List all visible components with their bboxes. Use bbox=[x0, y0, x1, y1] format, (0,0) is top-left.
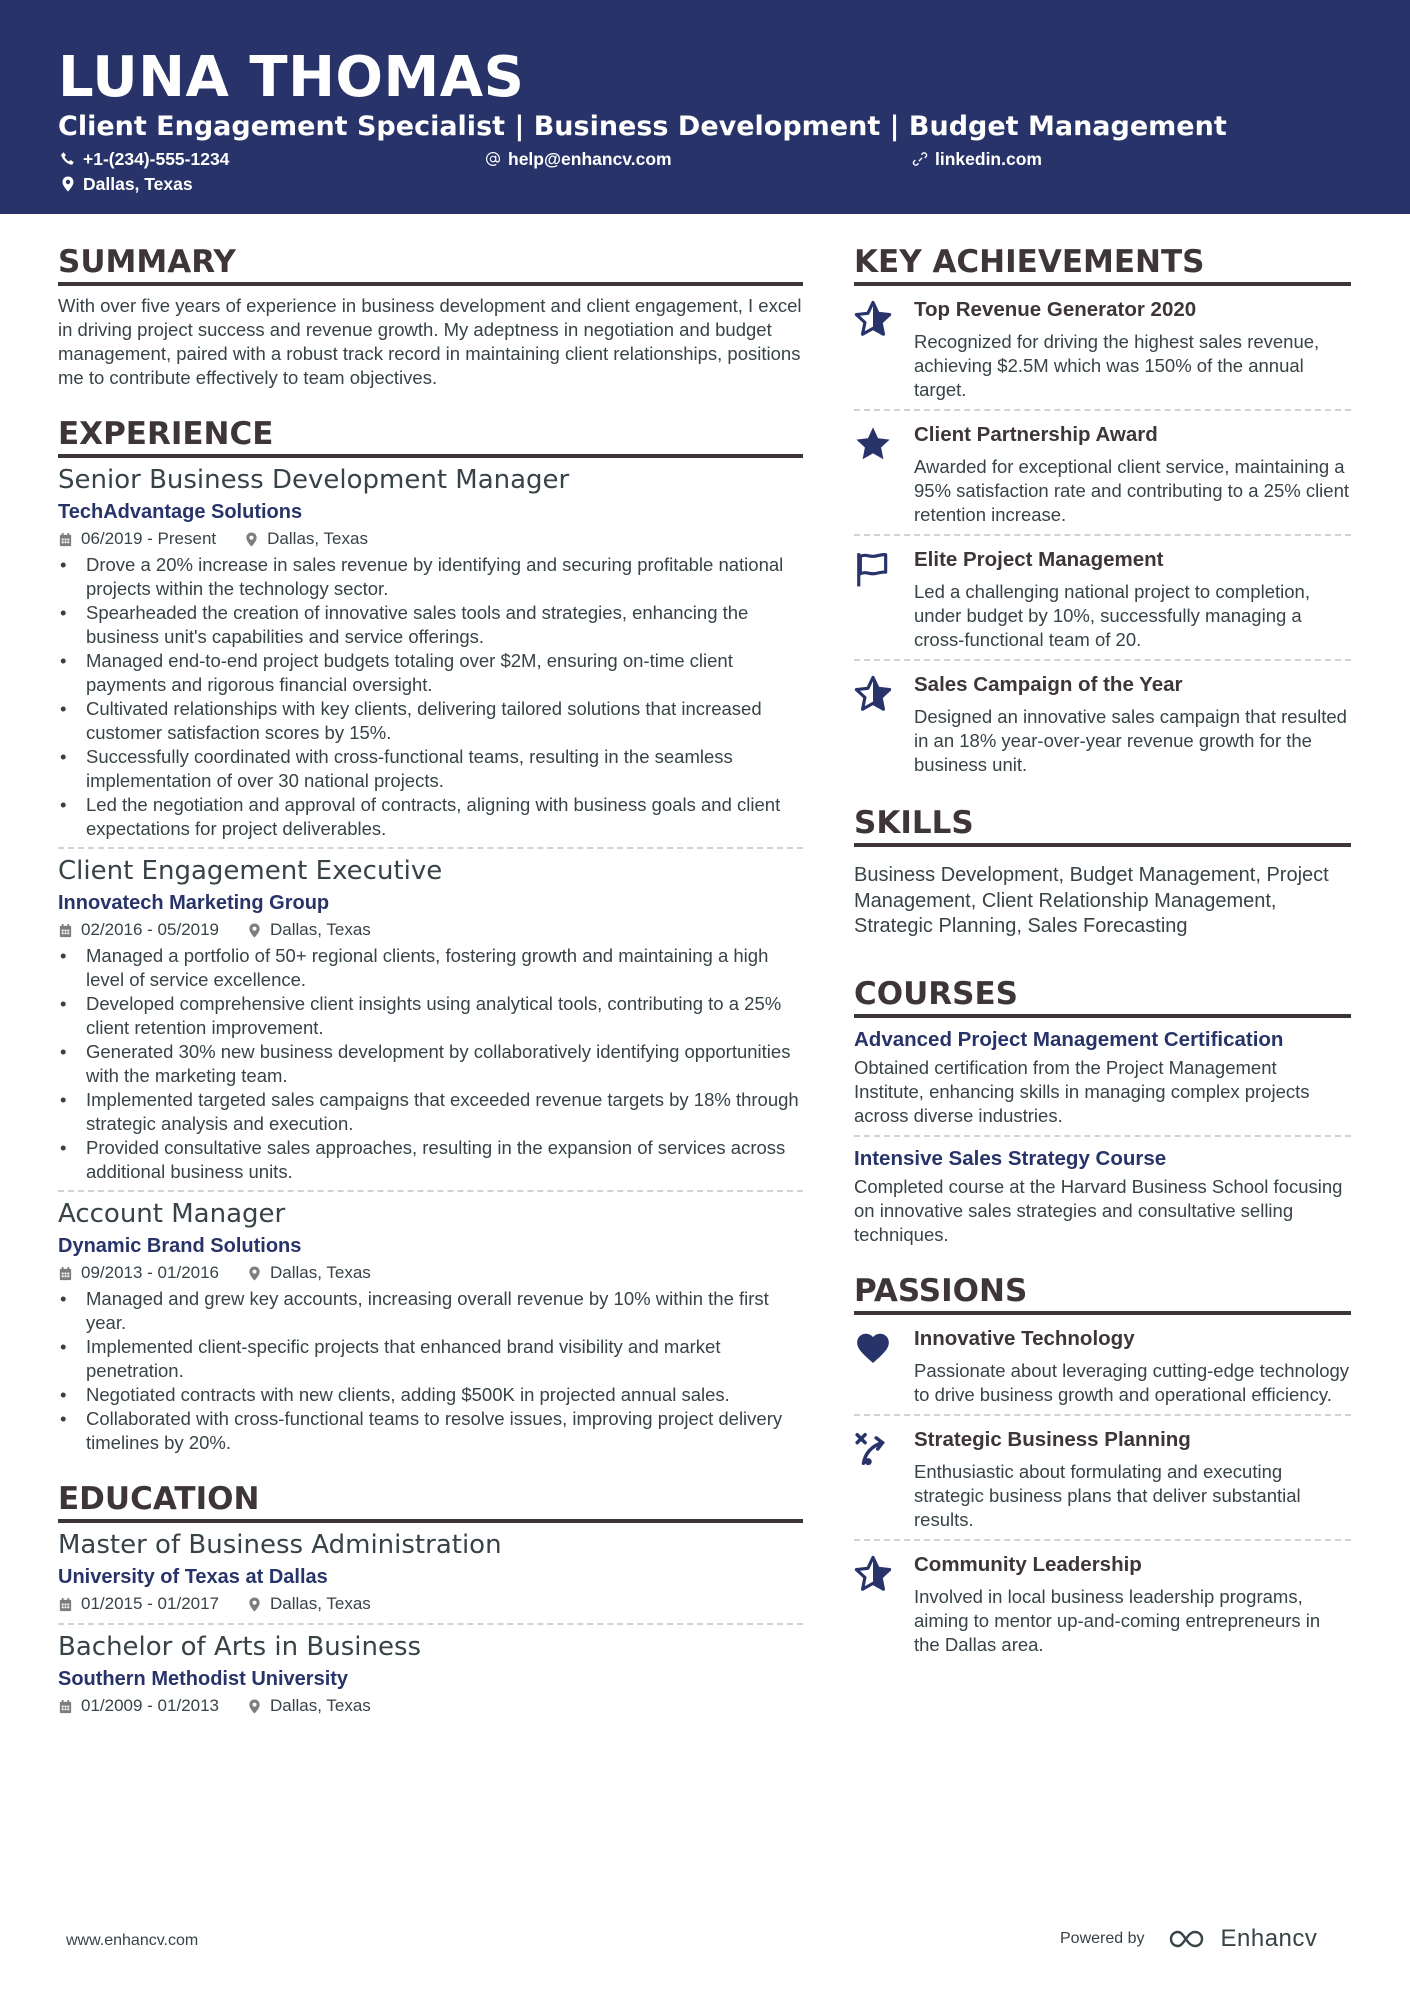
achievement-title: Elite Project Management bbox=[914, 548, 1164, 571]
experience-entry bbox=[58, 855, 803, 1184]
linkedin-text: linkedin.com bbox=[935, 149, 1042, 169]
achievement-desc: Designed an innovative sales campaign that resulted in an 18% year-over-year revenue growth for the business unit. bbox=[914, 706, 1347, 775]
passion-desc: Enthusiastic about formulating and executing strategic business plans that deliver substantial results. bbox=[914, 1460, 1301, 1530]
email-text: help@enhancv.com bbox=[508, 149, 672, 169]
passion-title: Strategic Business Planning bbox=[914, 1427, 1191, 1451]
education-meta bbox=[58, 1593, 803, 1615]
education-location bbox=[247, 1593, 371, 1615]
passion-desc: Passionate about leveraging cutting-edge technology to drive business growth and operational efficiency. bbox=[914, 1359, 1350, 1405]
course-desc: Obtained certification from the Project Management Institute, enhancing skills in managing complex projects across diverse industries. bbox=[854, 1056, 1310, 1126]
bullet-item: • Implemented targeted sales campaigns that exceeded revenue targets by 18% through strategic analysis and execution. bbox=[58, 1088, 803, 1136]
achievement-desc: Awarded for exceptional client service, maintaining a 95% satisfaction rate and contributing to a 25% client retention increase. bbox=[914, 456, 1350, 525]
enhancv-logo-icon bbox=[1167, 1927, 1213, 1951]
location-text: Dallas, Texas bbox=[83, 174, 193, 194]
location-pin-icon bbox=[247, 1266, 262, 1281]
bullet-item: • Collaborated with cross-functional teams to resolve issues, improving project delivery timelines by 20%. bbox=[58, 1407, 803, 1455]
job-meta bbox=[58, 1262, 803, 1284]
strategy-icon bbox=[854, 1430, 892, 1468]
education-dates: 01/2009 - 01/2013 bbox=[81, 1696, 220, 1715]
job-bullets bbox=[58, 1287, 803, 1455]
job-title: Account Manager bbox=[58, 1199, 286, 1229]
education-location bbox=[247, 1695, 371, 1717]
passions-heading: PASSIONS bbox=[854, 1273, 1351, 1315]
calendar-icon bbox=[58, 1266, 73, 1281]
education-heading: EDUCATION bbox=[58, 1481, 803, 1523]
achievement-item bbox=[854, 421, 1351, 527]
calendar-icon bbox=[58, 532, 73, 547]
calendar-icon bbox=[58, 1597, 73, 1612]
bullet-item: • Successfully coordinated with cross-functional teams, resulting in the seamless implementation of over 30 national projects. bbox=[58, 745, 803, 793]
company-name: Innovatech Marketing Group bbox=[58, 892, 330, 914]
skills-text: Business Development, Budget Management, Project Management, Client Relationship Management, Strategic Planning, Sales Forecasting bbox=[854, 864, 1329, 937]
job-dates: 02/2016 - 05/2019 bbox=[81, 920, 220, 939]
location-pin-icon bbox=[247, 1699, 262, 1714]
bullet-item: • Cultivated relationships with key clients, delivering tailored solutions that increased customer satisfaction scores by 15%. bbox=[58, 697, 803, 745]
courses-heading: COURSES bbox=[854, 976, 1351, 1018]
divider bbox=[854, 1414, 1351, 1416]
education-location-text: Dallas, Texas bbox=[270, 1594, 371, 1613]
education-entry bbox=[58, 1529, 803, 1615]
location-pin-icon bbox=[247, 923, 262, 938]
job-meta bbox=[58, 528, 803, 550]
passion-item bbox=[854, 1426, 1351, 1532]
bullet-item: • Led the negotiation and approval of contracts, aligning with business goals and client expectations for project deliverables. bbox=[58, 793, 803, 841]
divider bbox=[854, 1539, 1351, 1541]
bullet-item: • Managed a portfolio of 50+ regional clients, fostering growth and maintaining a high level of service excellence. bbox=[58, 944, 803, 992]
job-location bbox=[247, 1262, 371, 1284]
job-dates: 09/2013 - 01/2016 bbox=[81, 1263, 220, 1282]
achievement-title: Top Revenue Generator 2020 bbox=[914, 298, 1197, 321]
achievement-item bbox=[854, 296, 1351, 402]
enhancv-brand-text: Enhancv bbox=[1220, 1925, 1318, 1952]
divider bbox=[58, 1190, 803, 1192]
bullet-item: • Managed end-to-end project budgets totaling over $2M, ensuring on-time client payments and rigorous financial oversight. bbox=[58, 649, 803, 697]
divider bbox=[58, 847, 803, 849]
star-outline-icon bbox=[854, 1555, 892, 1593]
course-title: Advanced Project Management Certification bbox=[854, 1027, 1284, 1051]
passion-item bbox=[854, 1325, 1351, 1407]
achievement-title: Sales Campaign of the Year bbox=[914, 673, 1183, 696]
bullet-item: • Provided consultative sales approaches, resulting in the expansion of services across additional business units. bbox=[58, 1136, 803, 1184]
bullet-item: • Managed and grew key accounts, increasing overall revenue by 10% within the first year. bbox=[58, 1287, 803, 1335]
divider bbox=[854, 659, 1351, 661]
school-name: Southern Methodist University bbox=[58, 1668, 349, 1690]
course-item bbox=[854, 1145, 1351, 1247]
job-bullets bbox=[58, 944, 803, 1184]
passion-title: Innovative Technology bbox=[914, 1326, 1135, 1350]
achievement-desc: Recognized for driving the highest sales revenue, achieving $2.5M which was 150% of the annual target. bbox=[914, 331, 1320, 400]
divider bbox=[58, 1623, 803, 1625]
footer-branding bbox=[1060, 1925, 1317, 1953]
achievement-desc: Led a challenging national project to completion, under budget by 10%, successfully managing a cross-functional team of 20. bbox=[914, 581, 1310, 650]
job-bullets bbox=[58, 553, 803, 841]
location-pin-icon bbox=[60, 176, 76, 192]
divider bbox=[854, 409, 1351, 411]
achievement-item bbox=[854, 671, 1351, 777]
powered-by-text: Powered by bbox=[1060, 1930, 1145, 1947]
bullet-item: • Generated 30% new business development by collaboratively identifying opportunities with the marketing team. bbox=[58, 1040, 803, 1088]
passion-item bbox=[854, 1551, 1351, 1657]
course-item bbox=[854, 1026, 1351, 1128]
calendar-icon bbox=[58, 1699, 73, 1714]
contact-linkedin bbox=[912, 148, 1042, 170]
summary-text: With over five years of experience in business development and client engagement, I excel in driving project success and revenue growth. My adeptness in negotiation and budget management, paired with a robust track record in maintaining client relationships, positions me to contribute effectively to team objectives. bbox=[58, 295, 802, 388]
bullet-item: • Negotiated contracts with new clients, adding $500K in projected annual sales. bbox=[58, 1383, 803, 1407]
summary-heading: SUMMARY bbox=[58, 244, 803, 286]
achievement-title: Client Partnership Award bbox=[914, 423, 1158, 446]
bullet-item: • Implemented client-specific projects that enhanced brand visibility and market penetration. bbox=[58, 1335, 803, 1383]
passion-title: Community Leadership bbox=[914, 1552, 1142, 1576]
star-icon bbox=[854, 425, 892, 463]
bullet-item: • Drove a 20% increase in sales revenue by identifying and securing profitable national projects within the technology sector. bbox=[58, 553, 803, 601]
bullet-item: • Spearheaded the creation of innovative sales tools and strategies, enhancing the business unit's capabilities and service offerings. bbox=[58, 601, 803, 649]
job-location bbox=[247, 919, 371, 941]
experience-heading: EXPERIENCE bbox=[58, 416, 803, 458]
job-title: Client Engagement Executive bbox=[58, 856, 443, 886]
education-dates: 01/2015 - 01/2017 bbox=[81, 1594, 220, 1613]
left-column bbox=[58, 244, 803, 1717]
job-meta bbox=[58, 919, 803, 941]
divider bbox=[854, 1135, 1351, 1137]
star-outline-icon bbox=[854, 675, 892, 713]
right-column bbox=[854, 244, 1351, 1657]
job-location-text: Dallas, Texas bbox=[270, 1263, 371, 1282]
experience-entry bbox=[58, 1198, 803, 1455]
degree-title: Bachelor of Arts in Business bbox=[58, 1632, 422, 1662]
course-title: Intensive Sales Strategy Course bbox=[854, 1146, 1167, 1170]
location-pin-icon bbox=[247, 1597, 262, 1612]
job-title: Senior Business Development Manager bbox=[58, 465, 570, 495]
at-icon bbox=[485, 151, 501, 167]
education-entry bbox=[58, 1631, 803, 1717]
calendar-icon bbox=[58, 923, 73, 938]
location-pin-icon bbox=[244, 532, 259, 547]
experience-entry bbox=[58, 464, 803, 841]
star-outline-icon bbox=[854, 300, 892, 338]
candidate-name: LUNA THOMAS bbox=[58, 45, 525, 110]
phone-text: +1-(234)-555-1234 bbox=[83, 149, 230, 169]
divider bbox=[854, 534, 1351, 536]
contact-location bbox=[60, 173, 193, 195]
link-icon bbox=[912, 151, 928, 167]
achievements-heading: KEY ACHIEVEMENTS bbox=[854, 244, 1351, 286]
resume-header bbox=[0, 0, 1410, 214]
education-meta bbox=[58, 1695, 803, 1717]
degree-title: Master of Business Administration bbox=[58, 1530, 502, 1560]
job-location bbox=[244, 528, 368, 550]
skills-heading: SKILLS bbox=[854, 805, 1351, 847]
course-desc: Completed course at the Harvard Business School focusing on innovative sales strategies and consultative selling techniques. bbox=[854, 1175, 1343, 1245]
contact-email bbox=[485, 148, 672, 170]
phone-icon bbox=[60, 151, 76, 167]
heart-icon bbox=[854, 1329, 892, 1367]
job-location-text: Dallas, Texas bbox=[270, 920, 371, 939]
contact-phone bbox=[60, 148, 229, 170]
job-location-text: Dallas, Texas bbox=[267, 529, 368, 548]
passion-desc: Involved in local business leadership programs, aiming to mentor up-and-coming entrepreneurs in the Dallas area. bbox=[914, 1585, 1321, 1655]
education-location-text: Dallas, Texas bbox=[270, 1696, 371, 1715]
candidate-headline: Client Engagement Specialist | Business Development | Budget Management bbox=[58, 111, 1227, 142]
company-name: TechAdvantage Solutions bbox=[58, 501, 303, 523]
school-name: University of Texas at Dallas bbox=[58, 1566, 328, 1588]
company-name: Dynamic Brand Solutions bbox=[58, 1235, 302, 1257]
achievement-item bbox=[854, 546, 1351, 652]
flag-icon bbox=[854, 550, 892, 588]
footer-website[interactable]: www.enhancv.com bbox=[66, 1932, 199, 1949]
job-dates: 06/2019 - Present bbox=[81, 529, 217, 548]
bullet-item: • Developed comprehensive client insights using analytical tools, contributing to a 25% client retention improvement. bbox=[58, 992, 803, 1040]
